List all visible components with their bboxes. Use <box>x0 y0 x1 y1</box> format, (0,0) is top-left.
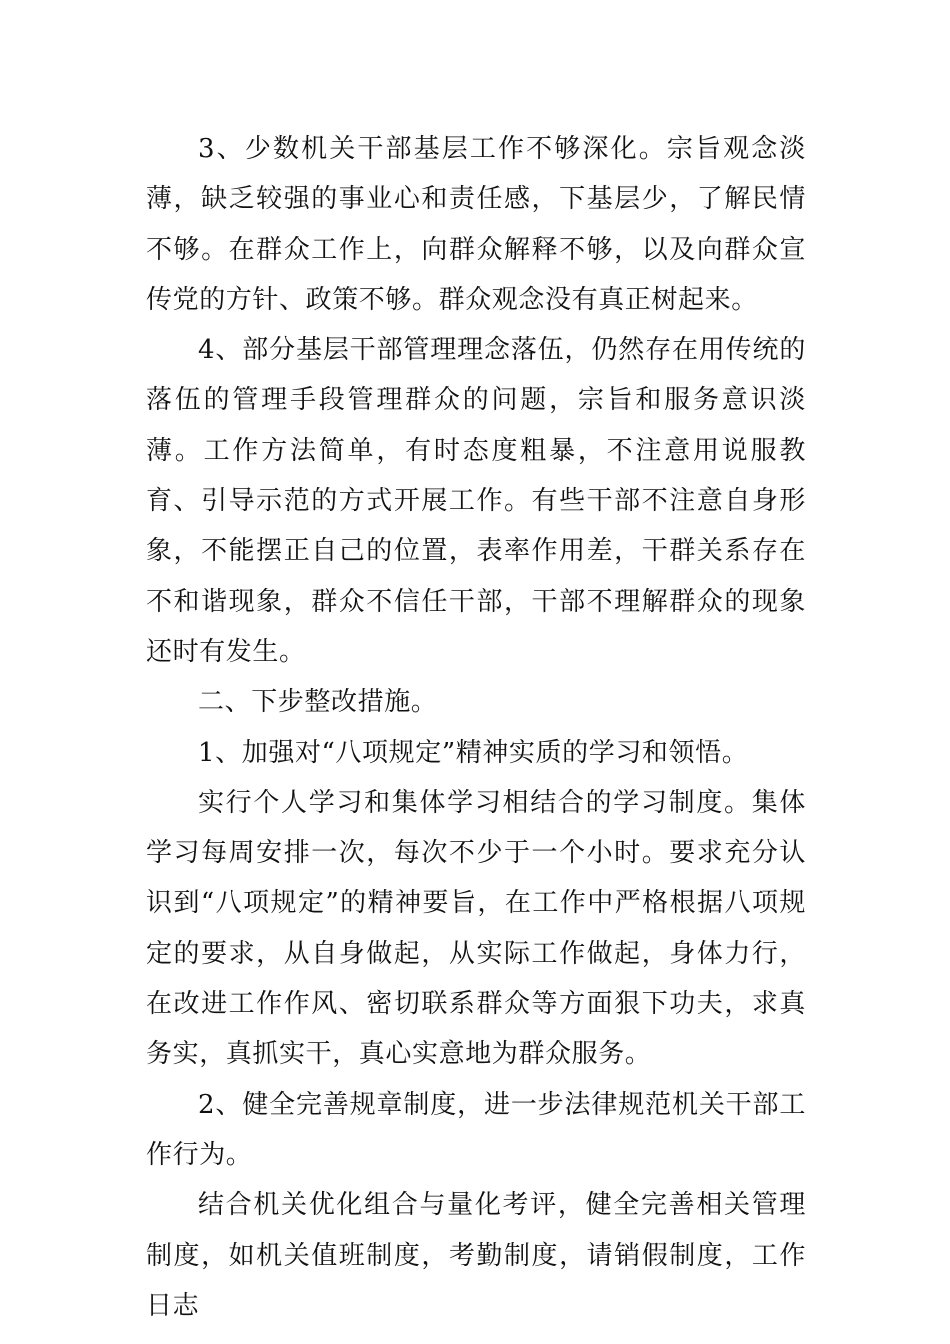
document-body <box>146 124 806 1331</box>
measure-2-body: 结合机关优化组合与量化考评，健全完善相关管理制度，如机关值班制度，考勤制度，请销假制度，工作日志 <box>146 1190 806 1321</box>
paragraph-issue-3: 3、少数机关干部基层工作不够深化。宗旨观念淡薄，缺乏较强的事业心和责任感，下基层少，了解民情不够。在群众工作上，向群众解释不够，以及向群众宣传党的方针、政策不够。群众观念没有真正树起来。 <box>146 134 806 315</box>
measure-1-body: 实行个人学习和集体学习相结合的学习制度。集体学习每周安排一次，每次不少于一个小时。要求充分认识到“八项规定”的精神要旨，在工作中严格根据八项规定的要求，从自身做起，从实际工作做起，身体力行，在改进工作作风、密切联系群众等方面狠下功夫，求真务实，真抓实干，真心实意地为群众服务。 <box>146 787 806 1070</box>
measure-2-heading: 2、健全完善规章制度，进一步法律规范机关干部工作行为。 <box>146 1089 806 1170</box>
paragraph-issue-4: 4、部分基层干部管理理念落伍，仍然存在用传统的落伍的管理手段管理群众的问题，宗旨和服务意识淡薄。工作方法简单，有时态度粗暴，不注意用说服教育、引导示范的方式开展工作。有些干部不注意自身形象，不能摆正自己的位置，表率作用差，干群关系存在不和谐现象，群众不信任干部，干部不理解群众的现象还时有发生。 <box>146 335 806 667</box>
measure-1-heading: 1、加强对“八项规定”精神实质的学习和领悟。 <box>198 737 749 768</box>
section-heading-rectification: 二、下步整改措施。 <box>198 687 438 718</box>
